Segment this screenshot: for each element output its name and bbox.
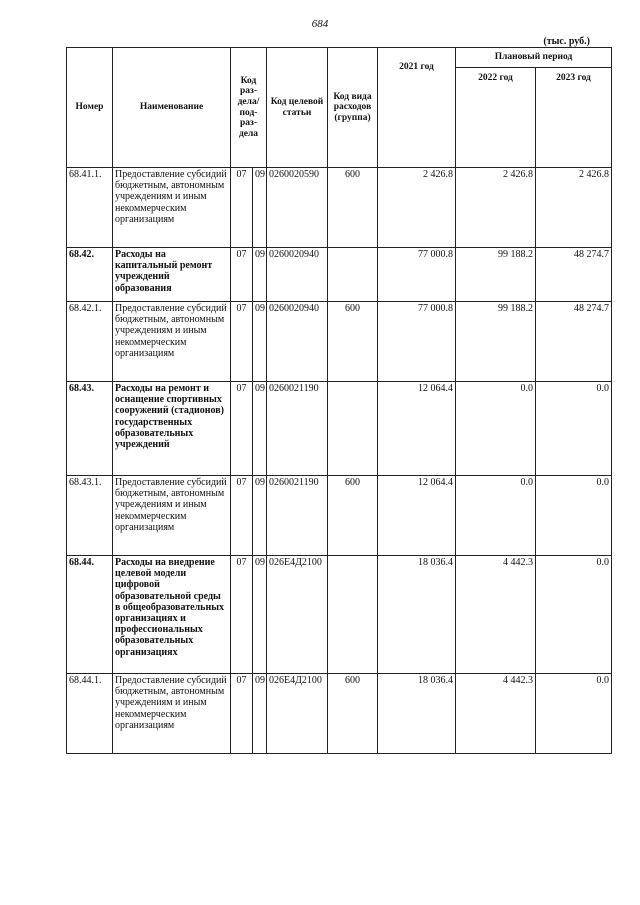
row-2022: 0.0: [456, 476, 536, 556]
row-number: 68.43.1.: [67, 476, 113, 556]
header-2021: 2021 год: [378, 48, 456, 168]
table-row: [67, 476, 612, 556]
row-2022: 4 442.3: [456, 556, 536, 674]
row-target: 0260020590: [267, 168, 328, 248]
row-podrazdel: 09: [253, 382, 267, 476]
header-name: Наименование: [113, 48, 231, 168]
row-2023: 0.0: [536, 674, 612, 754]
table-row: [67, 674, 612, 754]
units-label: (тыс. руб.): [543, 36, 590, 47]
header-section: Код раз- дела/ под- раз- дела: [231, 48, 267, 168]
row-name: Предоставление субсидий бюджетным, автономным учреждениям и иным некоммерческим организациям: [113, 168, 231, 248]
row-2023: 48 274.7: [536, 302, 612, 382]
table-row: [67, 302, 612, 382]
row-2021: 18 036.4: [378, 674, 456, 754]
row-name: Расходы на капитальный ремонт учреждений образования: [113, 248, 231, 302]
row-2023: 0.0: [536, 382, 612, 476]
row-razdel: 07: [231, 556, 253, 674]
row-2021: 12 064.4: [378, 476, 456, 556]
row-number: 68.42.1.: [67, 302, 113, 382]
row-razdel: 07: [231, 168, 253, 248]
row-2022: 99 188.2: [456, 302, 536, 382]
row-2023: 2 426.8: [536, 168, 612, 248]
row-podrazdel: 09: [253, 168, 267, 248]
row-target: 026Е4Д2100: [267, 556, 328, 674]
row-razdel: 07: [231, 302, 253, 382]
row-2022: 99 188.2: [456, 248, 536, 302]
header-number: Номер: [67, 48, 113, 168]
header-target: Код целевой статьи: [267, 48, 328, 168]
row-number: 68.42.: [67, 248, 113, 302]
table-body: [67, 168, 612, 754]
row-razdel: 07: [231, 476, 253, 556]
row-name: Предоставление субсидий бюджетным, автономным учреждениям и иным некоммерческим организациям: [113, 476, 231, 556]
row-podrazdel: 09: [253, 248, 267, 302]
row-target: 0260020940: [267, 302, 328, 382]
row-number: 68.44.1.: [67, 674, 113, 754]
row-podrazdel: 09: [253, 302, 267, 382]
table-row: [67, 382, 612, 476]
row-number: 68.43.: [67, 382, 113, 476]
row-podrazdel: 09: [253, 674, 267, 754]
row-name: Расходы на внедрение целевой модели цифровой образовательной среды в общеобразовательных организациях и профессиональных образовательных организациях: [113, 556, 231, 674]
row-2021: 77 000.8: [378, 248, 456, 302]
page-number: 684: [311, 18, 329, 30]
budget-table: [66, 47, 612, 754]
header-2022: 2022 год: [456, 68, 536, 168]
row-expense: 600: [328, 476, 378, 556]
row-2023: 0.0: [536, 556, 612, 674]
row-expense: [328, 382, 378, 476]
row-target: 0260020940: [267, 248, 328, 302]
row-target: 026Е4Д2100: [267, 674, 328, 754]
table-row: [67, 248, 612, 302]
table-row: [67, 168, 612, 248]
row-expense: [328, 248, 378, 302]
table-row: [67, 556, 612, 674]
row-2022: 2 426.8: [456, 168, 536, 248]
row-expense: [328, 556, 378, 674]
row-razdel: 07: [231, 248, 253, 302]
row-podrazdel: 09: [253, 476, 267, 556]
table-header: [67, 48, 612, 168]
row-number: 68.41.1.: [67, 168, 113, 248]
row-2021: 77 000.8: [378, 302, 456, 382]
header-2023: 2023 год: [536, 68, 612, 168]
row-2023: 48 274.7: [536, 248, 612, 302]
row-name: Расходы на ремонт и оснащение спортивных сооружений (стадионов) государственных образовательных учреждений: [113, 382, 231, 476]
row-2021: 18 036.4: [378, 556, 456, 674]
row-2022: 0.0: [456, 382, 536, 476]
row-2022: 4 442.3: [456, 674, 536, 754]
row-expense: 600: [328, 302, 378, 382]
row-target: 0260021190: [267, 382, 328, 476]
row-2021: 2 426.8: [378, 168, 456, 248]
row-expense: 600: [328, 674, 378, 754]
header-planned: Плановый период: [456, 48, 612, 68]
row-name: Предоставление субсидий бюджетным, автономным учреждениям и иным некоммерческим организациям: [113, 674, 231, 754]
row-razdel: 07: [231, 674, 253, 754]
row-podrazdel: 09: [253, 556, 267, 674]
row-name: Предоставление субсидий бюджетным, автономным учреждениям и иным некоммерческим организациям: [113, 302, 231, 382]
row-expense: 600: [328, 168, 378, 248]
header-expense: Код вида расходов (группа): [328, 48, 378, 168]
row-2023: 0.0: [536, 476, 612, 556]
row-target: 0260021190: [267, 476, 328, 556]
row-number: 68.44.: [67, 556, 113, 674]
row-2021: 12 064.4: [378, 382, 456, 476]
row-razdel: 07: [231, 382, 253, 476]
